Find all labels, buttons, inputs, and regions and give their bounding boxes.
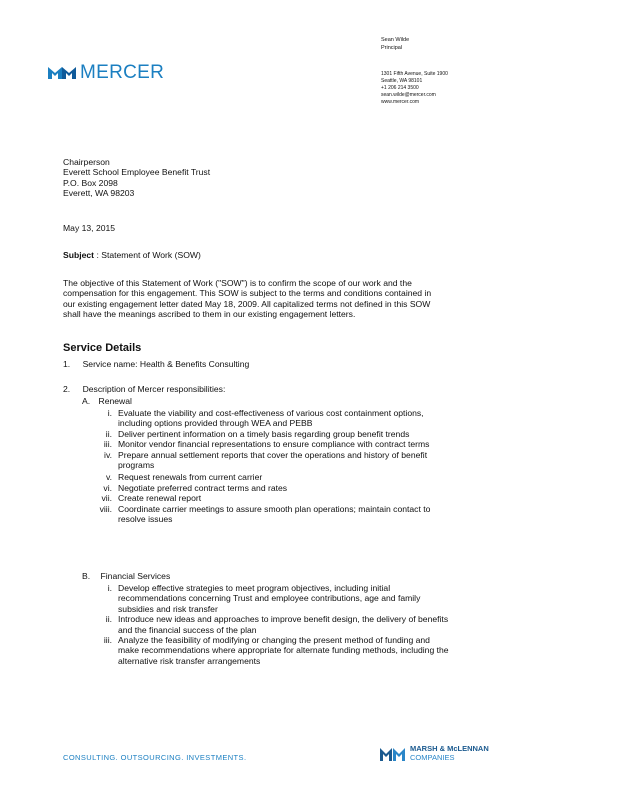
list-item-line: resolve issues [118,514,173,525]
mercer-logo-mark-icon [48,65,76,79]
list-item [96,472,536,482]
list-item [96,493,536,503]
section-heading: Service Details [63,342,142,354]
list-item [96,614,536,635]
contact-name: Sean Wilde [381,37,410,43]
recipient-line3: P.O. Box 2098 [63,177,118,188]
letter-date: May 13, 2015 [63,223,116,233]
mmc-logo-line2: COMPANIES [410,753,455,762]
item-text: Service name: Health & Benefits Consulting [82,359,250,369]
intro-paragraph [63,278,541,320]
recipient-line1: Chairperson [63,157,110,167]
subject-text: : Statement of Work (SOW) [96,250,201,260]
list-item-number: viii. [99,503,112,514]
group-a-list [96,408,536,524]
mmc-logo-mark-icon [380,745,406,761]
service-name-item [63,359,249,369]
intro-line: our existing engagement letter dated May 18, 2009. All capitalized terms not defined in this SOW [63,298,431,309]
mercer-logo [48,62,183,86]
intro-line: compensation for this engagement. This SOW is subject to the terms and conditions contained in [63,288,432,299]
list-item-number: vii. [101,493,112,504]
list-item-number: iii. [103,439,112,450]
list-item [96,439,536,449]
list-item-line: Deliver pertinent information on a timely basis regarding group benefit trends [118,428,410,439]
group-label: A. [82,396,91,406]
group-a-heading [82,396,132,406]
list-item-number: iv. [104,449,112,460]
intro-line: shall have the meanings ascribed to them in our existing engagement letters. [63,309,356,320]
group-title: Renewal [98,396,132,406]
list-item-number: ii. [105,428,112,439]
mercer-logo-text: MERCER [80,62,165,83]
group-b-heading [82,571,170,581]
list-item-number: iii. [103,635,112,646]
list-item-number: i. [107,583,112,593]
contact-address-line1: 1301 Fifth Avenue, Suite 1900 [381,71,448,77]
list-item-line: recommendations concerning Trust and employee contributions, age and family [118,593,421,604]
list-item-line: and the financial success of the plan [118,624,257,635]
list-item-line: Create renewal report [118,493,202,504]
contact-phone: +1 206 214 3500 [381,85,419,91]
list-item-line: Prepare annual settlement reports that cover the operations and history of benefit [118,449,428,460]
contact-address-line2: Seattle, WA 98101 [381,78,423,84]
list-item-line: programs [118,460,155,471]
intro-line: The objective of this Statement of Work ("SOW") is to confirm the scope of our work and the [63,278,412,288]
item-number: 2. [63,384,71,394]
mmc-logo [380,744,520,766]
list-item [96,583,536,614]
list-item-line: Introduce new ideas and approaches to improve benefit design, the delivery of benefits [118,614,449,625]
list-item-line: Negotiate preferred contract terms and rates [118,482,288,493]
list-item [96,429,536,439]
contact-email: sean.wilde@mercer.com [381,92,436,98]
list-item-line: Analyze the feasibility of modifying or changing the present method of funding and [118,635,430,646]
contact-web: www.mercer.com [381,99,420,105]
group-label: B. [82,571,91,581]
subject-line [63,250,201,260]
mmc-logo-line1: MARSH & McLENNAN [410,744,489,753]
list-item [96,450,536,471]
list-item [96,635,536,666]
list-item-line: Develop effective strategies to meet program objectives, including initial [118,583,391,593]
list-item-line: including options provided through WEA and PEBB [118,418,313,429]
recipient-address [63,157,210,199]
list-item-line: Evaluate the viability and cost-effectiveness of various cost containment options, [118,408,424,418]
list-item [96,408,536,429]
contact-block [381,36,581,106]
subject-label: Subject [63,250,95,260]
item-text: Description of Mercer responsibilities: [82,384,226,394]
list-item-number: vi. [103,482,112,493]
list-item-line: Coordinate carrier meetings to assure smooth plan operations; maintain contact to [118,503,431,514]
list-item-line: make recommendations where appropriate for alternate funding methods, including the [118,645,449,656]
list-item-line: Monitor vendor financial representations to ensure compliance with contract terms [118,439,430,450]
list-item-line: alternative risk transfer arrangements [118,655,261,666]
list-item [96,504,536,525]
list-item-line: Request renewals from current carrier [118,472,263,483]
group-b-list [96,583,536,666]
recipient-line4: Everett, WA 98203 [63,188,135,199]
list-item-line: subsidies and risk transfer [118,603,218,614]
recipient-line2: Everett School Employee Benefit Trust [63,167,211,178]
list-item-number: v. [105,472,112,483]
responsibilities-item [63,384,225,394]
contact-title: Principal [381,45,403,51]
list-item [96,483,536,493]
item-number: 1. [63,359,71,369]
group-title: Financial Services [100,571,171,581]
footer-tagline: CONSULTING. OUTSOURCING. INVESTMENTS. [63,753,247,762]
list-item-number: i. [107,408,112,418]
list-item-number: ii. [105,614,112,625]
